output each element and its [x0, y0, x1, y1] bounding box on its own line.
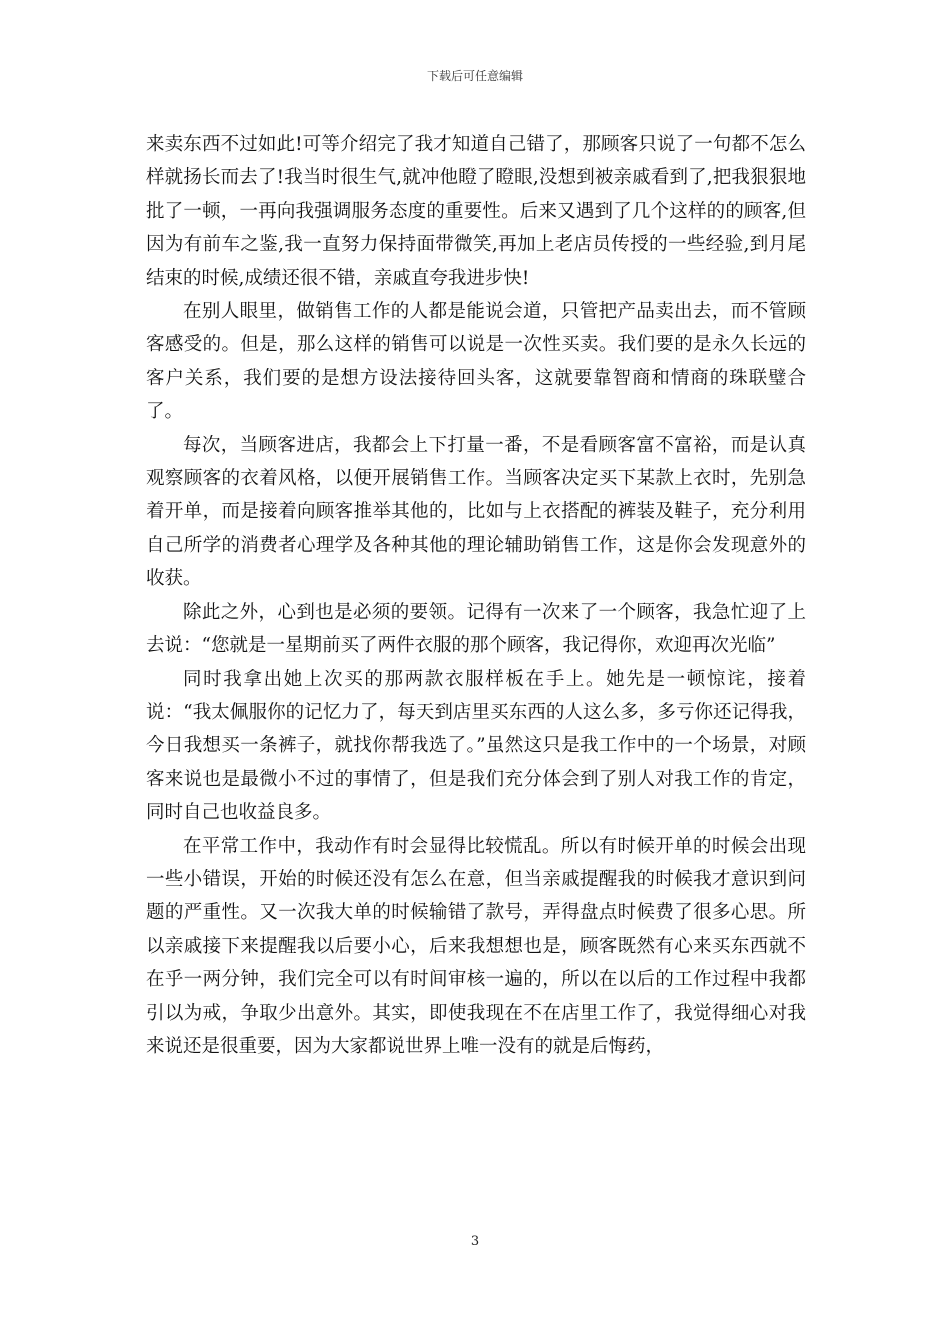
paragraph: 除此之外，心到也是必须的要领。记得有一次来了一个顾客，我急忙迎了上去说：“您就是一星期前买了两件衣服的那个顾客，我记得你，欢迎再次光临”	[146, 601, 806, 657]
paragraph: 同时我拿出她上次买的那两款衣服样板在手上。她先是一顿惊诧，接着说：“我太佩服你的记忆力了，每天到店里买东西的人这么多，多亏你还记得我，今日我想买一条裤子，就找你帮我选了。”虽然这只是我工作中的一个场景，对顾客来说也是最微小不过的事情了，但是我们充分体会到了别人对我工作的肯定，同时自己也收益良多。	[146, 668, 806, 824]
paragraph-continuation: 来卖东西不过如此!可等介绍完了我才知道自己错了，那顾客只说了一句都不怎么样就扬长而去了!我当时很生气,就冲他瞪了瞪眼,没想到被亲戚看到了,把我狠狠地批了一顿，一再向我强调服务态度的重要性。后来又遇到了几个这样的的顾客,但因为有前车之鉴,我一直努力保持面带微笑,再加上老店员传授的一些经验,到月尾结束的时候,成绩还很不错，亲戚直夸我进步快!	[146, 134, 806, 289]
page-number: 3	[470, 1234, 480, 1249]
paragraph: 每次，当顾客进店，我都会上下打量一番，不是看顾客富不富裕，而是认真观察顾客的衣着风格，以便开展销售工作。当顾客决定买下某款上衣时，先别急着开单，而是接着向顾客推举其他的，比如与上衣搭配的裤装及鞋子，充分利用自己所学的消费者心理学及各种其他的理论辅助销售工作，这是你会发现意外的收获。	[146, 434, 806, 590]
page-header: 下载后可任意编辑	[426, 69, 523, 83]
document-body	[146, 128, 806, 1063]
paragraph: 在别人眼里，做销售工作的人都是能说会道，只管把产品卖出去，而不管顾客感受的。但是，那么这样的销售可以说是一次性买卖。我们要的是永久长远的客户关系，我们要的是想方设法接待回头客，这就要靠智商和情商的珠联璧合了。	[146, 301, 806, 423]
paragraph: 在平常工作中，我动作有时会显得比较慌乱。所以有时候开单的时候会出现一些小错误，开始的时候还没有怎么在意，但当亲戚提醒我的时候我才意识到问题的严重性。又一次我大单的时候输错了款号，弄得盘点时候费了很多心思。所以亲戚接下来提醒我以后要小心，后来我想想也是，顾客既然有心来买东西就不在乎一两分钟，我们完全可以有时间审核一遍的，所以在以后的工作过程中我都引以为戒，争取少出意外。其实，即使我现在不在店里工作了，我觉得细心对我来说还是很重要，因为大家都说世界上唯一没有的就是后悔药，	[146, 835, 806, 1057]
